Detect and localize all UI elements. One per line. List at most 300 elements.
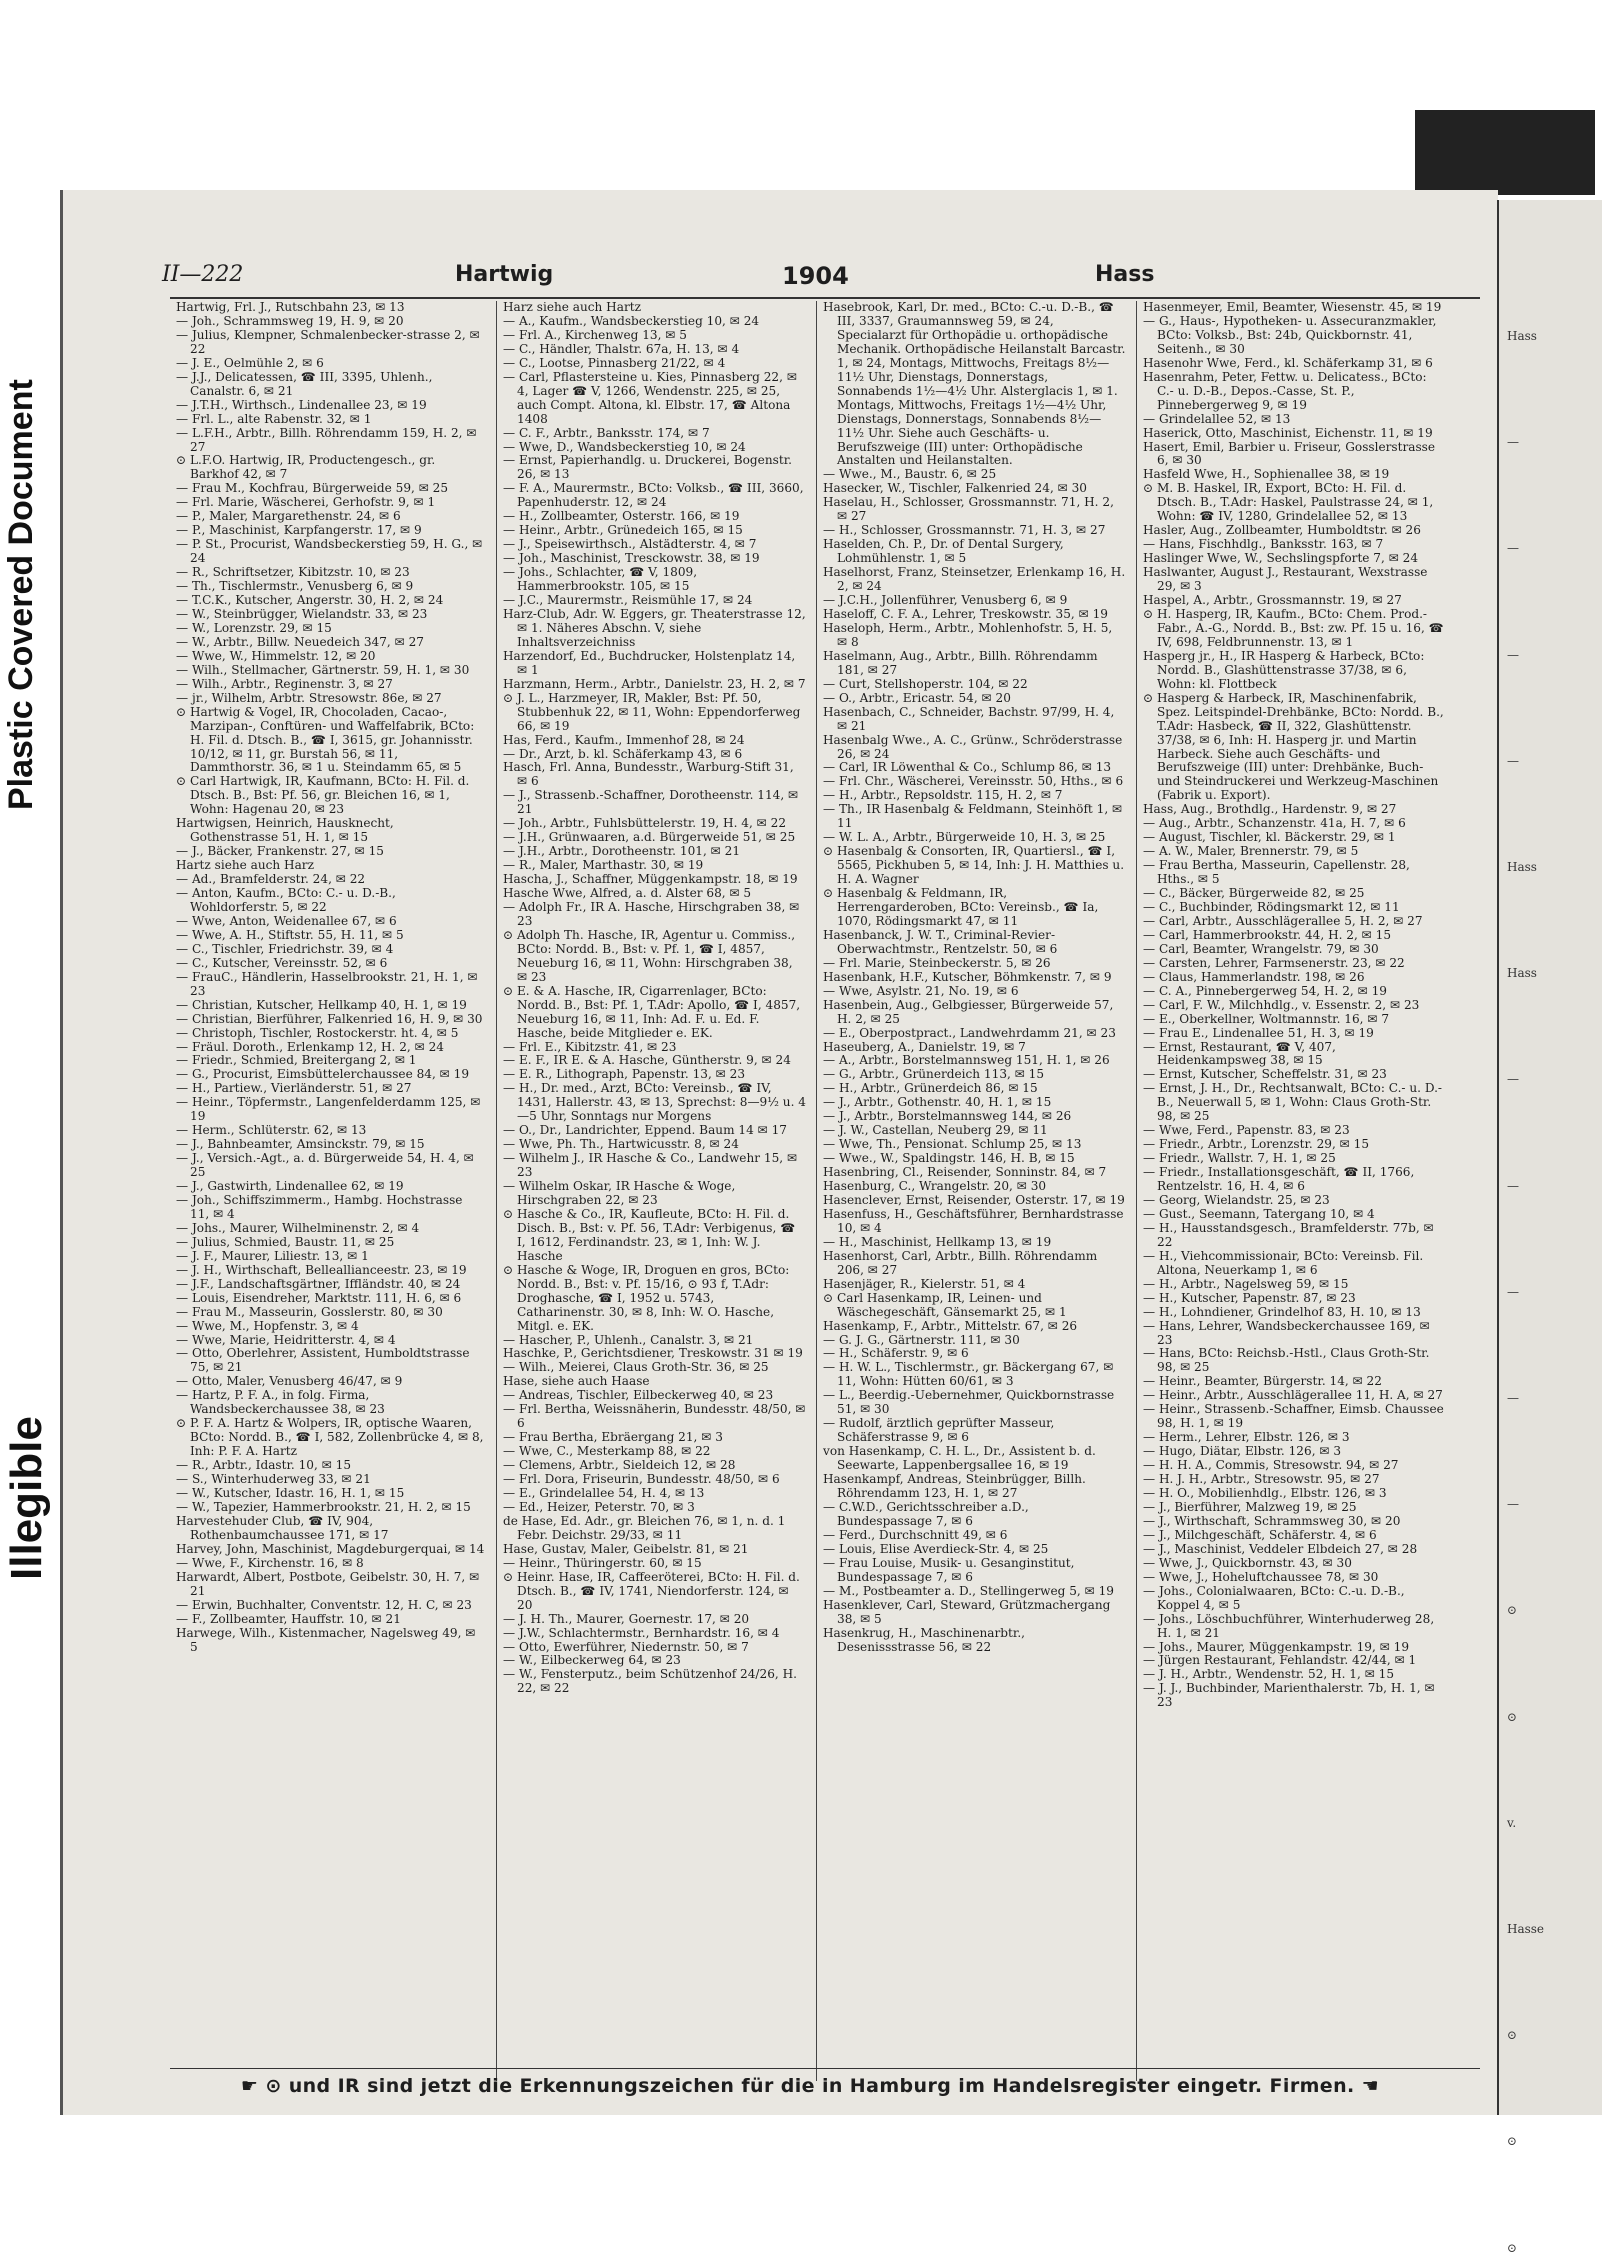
directory-entry: Hascha, J., Schaffner, Müggenkampstr. 18, ✉ 19 xyxy=(503,872,798,887)
strip-fragment: v. xyxy=(1507,1815,1517,1830)
right-catchword: Hass xyxy=(1095,262,1155,287)
directory-entry: — Frau M., Kochfrau, Bürgerweide 59, ✉ 25 xyxy=(176,481,449,496)
directory-entry: — Anton, Kaufm., BCto: C.- u. D.-B., Wohldorferstr. 5, ✉ 22 xyxy=(176,886,396,914)
directory-entry: — Christoph, Tischler, Rostockerstr. ht. 4, ✉ 5 xyxy=(176,1025,459,1040)
directory-entry: — F., Zollbeamter, Hauffstr. 10, ✉ 21 xyxy=(176,1611,401,1626)
directory-entry: Haserick, Otto, Maschinist, Eichenstr. 11, ✉ 19 xyxy=(1143,425,1433,440)
directory-entry: — Louis, Eisendreher, Marktstr. 111, H. 6, ✉ 6 xyxy=(176,1290,462,1305)
strip-fragment: — xyxy=(1507,1178,1519,1193)
directory-entry: — Frau Bertha, Ebräergang 21, ✉ 3 xyxy=(503,1430,723,1445)
directory-entry: — W., Arbtr., Billw. Neuedeich 347, ✉ 27 xyxy=(176,634,424,649)
directory-entry: ⊙ Hartwig & Vogel, IR, Chocoladen, Cacao-, Marzipan-, Conftüren- und Waffelfabrik, BCto: H. Fil. d. Dtsch. B., ☎ I, 3615, gr. Johannisstr. 10/12, ✉ 11, gr. Burstah 56, ✉ 11, Dammthorstr. 36, ✉ 1 u. Steindamm 65, ✉ 5 xyxy=(176,704,475,775)
directory-entry: — Herm., Schlüterstr. 62, ✉ 13 xyxy=(176,1123,367,1138)
directory-entry: — Christian, Kutscher, Hellkamp 40, H. 1, ✉ 19 xyxy=(176,997,467,1012)
directory-entry: — Ferd., Durchschnitt 49, ✉ 6 xyxy=(823,1527,1008,1542)
directory-entry: Hasenohr Wwe, Ferd., kl. Schäferkamp 31, ✉ 6 xyxy=(1143,355,1433,370)
directory-entry: — W., Fensterputz., beim Schützenhof 24/26, H. 22, ✉ 22 xyxy=(503,1667,797,1696)
directory-entry: — Heinr., Arbtr., Ausschlägerallee 11, H. A, ✉ 27 xyxy=(1143,1388,1443,1403)
directory-entry: — G. J. G., Gärtnerstr. 111, ✉ 30 xyxy=(823,1332,1020,1347)
directory-entry: — Wwe, J., Hoheluftchaussee 78, ✉ 30 xyxy=(1143,1569,1379,1584)
directory-entry: — Herm., Lehrer, Elbstr. 126, ✉ 3 xyxy=(1143,1430,1350,1445)
directory-entry: Hasenkampf, Andreas, Steinbrügger, Billh. Röhrendamm 123, H. 1, ✉ 27 xyxy=(823,1472,1086,1501)
directory-entry: Hasenbein, Aug., Gelbgiesser, Bürgerweide 57, H. 2, ✉ 25 xyxy=(823,997,1114,1026)
directory-entry: ⊙ Heinr. Hase, IR, Caffeeröterei, BCto: H. Fil. d. Dtsch. B., ☎ IV, 1741, Niendorferstr. 124, ✉ 20 xyxy=(503,1569,800,1612)
directory-entry: — Jürgen Restaurant, Fehlandstr. 42/44, ✉ 1 xyxy=(1143,1653,1417,1668)
directory-entry: Hasperg jr., H., IR Hasperg & Harbeck, BCto: Nordd. B., Glashüttenstrasse 37/38, ✉ 6, Wohn: kl. Flottbeck xyxy=(1143,648,1425,691)
directory-entry: — R., Schriftsetzer, Kibitzstr. 10, ✉ 23 xyxy=(176,565,410,580)
directory-entry: — Christian, Bierführer, Falkenried 16, H. 9, ✉ 30 xyxy=(176,1011,483,1026)
directory-entry: Hartz siehe auch Harz xyxy=(176,858,314,873)
directory-entry: Hasenklever, Carl, Steward, Grützmachergang 38, ✉ 5 xyxy=(823,1597,1111,1626)
directory-entry: Harvey, John, Maschinist, Magdeburgerquai, ✉ 14 xyxy=(176,1541,485,1556)
directory-entry: Haspel, A., Arbtr., Grossmannstr. 19, ✉ 27 xyxy=(1143,593,1402,608)
directory-entry: — R., Arbtr., Idastr. 10, ✉ 15 xyxy=(176,1458,352,1473)
directory-entry: — Th., IR Hasenbalg & Feldmann, Steinhöft 1, ✉ 11 xyxy=(823,802,1123,831)
directory-entry: Hasch, Frl. Anna, Bundesstr., Warburg-Stift 31, ✉ 6 xyxy=(503,760,794,789)
strip-fragment: Hass xyxy=(1507,860,1537,875)
directory-entry: — Frl. Marie, Wäscherei, Gerhofstr. 9, ✉ 1 xyxy=(176,495,436,510)
directory-entry: — Wwe, J., Quickbornstr. 43, ✉ 30 xyxy=(1143,1555,1352,1570)
directory-entry: — Wwe, M., Hopfenstr. 3, ✉ 4 xyxy=(176,1318,359,1333)
directory-entry: — Ernst, Papierhandlg. u. Druckerei, Bogenstr. 26, ✉ 13 xyxy=(503,453,792,482)
strip-fragment: Hasse xyxy=(1507,1922,1545,1937)
directory-entry: — Carl, Arbtr., Ausschlägerallee 5, H. 2, ✉ 27 xyxy=(1143,913,1423,928)
year: 1904 xyxy=(782,262,849,290)
directory-entry: — Otto, Maler, Venusberg 46/47, ✉ 9 xyxy=(176,1374,403,1389)
directory-entry: Harzendorf, Ed., Buchdrucker, Holstenplatz 14, ✉ 1 xyxy=(503,648,796,677)
directory-entry: — Ernst, Kutscher, Scheffelstr. 31, ✉ 23 xyxy=(1143,1067,1387,1082)
directory-entry: Hartwigsen, Heinrich, Hausknecht, Gothenstrasse 51, H. 1, ✉ 15 xyxy=(176,816,394,845)
directory-entry: — H., Dr. med., Arzt, BCto: Vereinsb., ☎ IV, 1431, Hallerstr. 43, ✉ 13, Sprechst: 8—9½ u. 4—5 Uhr, Sonntags nur Morgens xyxy=(503,1081,806,1124)
directory-entry: — Frau M., Masseurin, Gosslerstr. 80, ✉ 30 xyxy=(176,1304,443,1319)
directory-entry: — Hartz, P. F. A., in folg. Firma, Wandsbeckerchaussee 38, ✉ 23 xyxy=(176,1388,385,1417)
directory-entry: — A., Arbtr., Borstelmannsweg 151, H. 1, ✉ 26 xyxy=(823,1053,1110,1068)
directory-entry: Hasebrook, Karl, Dr. med., BCto: C.-u. D.-B., ☎ III, 3337, Graumannsweg 59, ✉ 24, Specialarzt für Orthopädie u. orthopädische Mechanik. Orthopädische Heilanstalt Barcastr. 1, ✉ 24, Montags, Mittwochs, Freitags 8½—11½ Uhr, Dienstags, Donnerstags, Sonnabends 1½—4½ Uhr. Alsterglacis 1, ✉ 1. Montags, Mittwochs, Freitags 1½—4½ Uhr, Dienstags, Donnerstags, Sonnabends 8½—11½ Uhr. Siehe auch Geschäfts- u. Berufszweige (III) unter: Orthopädische Anstalten und Heilanstalten. xyxy=(823,300,1126,468)
directory-entry: — H., Lohndiener, Grindelhof 83, H. 10, ✉ 13 xyxy=(1143,1304,1421,1319)
directory-entry: Hasenkamp, F., Arbtr., Mittelstr. 67, ✉ 26 xyxy=(823,1318,1078,1333)
directory-entry: ⊙ Hasenbalg & Consorten, IR, Quartiersl., ☎ I, 5565, Pickhuben 5, ✉ 14, Inh: J. H. Matthies u. H. A. Wagner xyxy=(823,844,1125,887)
directory-entry: — Frl. L., alte Rabenstr. 32, ✉ 1 xyxy=(176,411,372,426)
directory-entry: — C., Bäcker, Bürgerweide 82, ✉ 25 xyxy=(1143,886,1365,901)
directory-entry: — Johs., Maurer, Wilhelminenstr. 2, ✉ 4 xyxy=(176,1220,420,1235)
directory-entry: — Carl, Pflastersteine u. Kies, Pinnasberg 22, ✉ 4, Lager ☎ V, 1266, Wendenstr. 225, ✉ 25, auch Compt. Altona, kl. Elbstr. 17, ☎ Altona 1408 xyxy=(503,369,797,426)
directory-entry: — J., Bierführer, Malzweg 19, ✉ 25 xyxy=(1143,1499,1357,1514)
directory-entry: — C. F., Arbtr., Banksstr. 174, ✉ 7 xyxy=(503,425,710,440)
directory-entry: — A. W., Maler, Brennerstr. 79, ✉ 5 xyxy=(1143,844,1359,859)
directory-entry: — H., Arbtr., Nagelsweg 59, ✉ 15 xyxy=(1143,1276,1349,1291)
strip-fragment: — xyxy=(1507,1391,1519,1406)
directory-entry: — Johs., Colonialwaaren, BCto: C.-u. D.-B., Koppel 4, ✉ 5 xyxy=(1143,1583,1405,1612)
directory-entry: — Frau E., Lindenallee 51, H. 3, ✉ 19 xyxy=(1143,1025,1374,1040)
directory-entry: — W., Lorenzstr. 29, ✉ 15 xyxy=(176,620,332,635)
directory-entry: — M., Postbeamter a. D., Stellingerweg 5, ✉ 19 xyxy=(823,1583,1114,1598)
directory-entry: — Frl. Bertha, Weissnäherin, Bundesstr. 48/50, ✉ 6 xyxy=(503,1402,806,1431)
directory-entry: — J., Strassenb.-Schaffner, Dorotheenstr. 114, ✉ 21 xyxy=(503,788,799,817)
directory-entry: — J., Gastwirth, Lindenallee 62, ✉ 19 xyxy=(176,1179,404,1194)
directory-entry: — Gust., Seemann, Tatergang 10, ✉ 4 xyxy=(1143,1206,1375,1221)
directory-entry: — Hans, BCto: Reichsb.-Hstl., Claus Groth-Str. 98, ✉ 25 xyxy=(1143,1346,1430,1375)
directory-entry: Harwege, Wilh., Kistenmacher, Nagelsweg 49, ✉ 5 xyxy=(176,1625,476,1654)
directory-entry: — J., Bahnbeamter, Amsinckstr. 79, ✉ 15 xyxy=(176,1137,425,1152)
directory-entry: — Georg, Wielandstr. 25, ✉ 23 xyxy=(1143,1193,1330,1207)
directory-entry: — Frl. Marie, Steinbeckerstr. 5, ✉ 26 xyxy=(823,955,1051,970)
directory-entry: — H., Viehcommissionair, BCto: Vereinsb. Fil. Altona, Neuerkamp 1, ✉ 6 xyxy=(1143,1248,1424,1277)
directory-entry: — H., Schäferstr. 9, ✉ 6 xyxy=(823,1346,969,1361)
strip-fragment: — xyxy=(1507,1497,1519,1512)
directory-entry: — Hans, Lehrer, Wandsbeckerchaussee 169, ✉ 23 xyxy=(1143,1318,1430,1347)
directory-entry: — C., Kutscher, Vereinsstr. 52, ✉ 6 xyxy=(176,955,388,970)
directory-entry: Has, Ferd., Kaufm., Immenhof 28, ✉ 24 xyxy=(503,732,745,747)
directory-entry: — W., Steinbrügger, Wielandstr. 33, ✉ 23 xyxy=(176,606,428,621)
directory-entry: — Otto, Ewerführer, Niedernstr. 50, ✉ 7 xyxy=(503,1639,749,1654)
directory-entry: — C. A., Pinnebergerweg 54, H. 2, ✉ 19 xyxy=(1143,983,1387,998)
directory-entry: Haselhorst, Franz, Steinsetzer, Erlenkamp 16, H. 2, ✉ 24 xyxy=(823,565,1126,594)
directory-entry: — Wwe, A. H., Stiftstr. 55, H. 11, ✉ 5 xyxy=(176,927,404,942)
directory-entry: — Ernst, Restaurant, ☎ V, 407, Heidenkampsweg 38, ✉ 15 xyxy=(1143,1039,1336,1068)
directory-entry: — Fräul. Doroth., Erlenkamp 12, H. 2, ✉ 24 xyxy=(176,1039,444,1054)
directory-entry: — J. H., Wirthschaft, Belleallianceestr. 23, ✉ 19 xyxy=(176,1262,467,1277)
directory-entry: Hasenbalg Wwe., A. C., Grünw., Schröderstrasse 26, ✉ 24 xyxy=(823,732,1123,761)
directory-entry: — H., Schlosser, Grossmannstr. 71, H. 3, ✉ 27 xyxy=(823,523,1106,538)
directory-entry: — Grindelallee 52, ✉ 13 xyxy=(1143,411,1291,426)
directory-entry: Hase, siehe auch Haase xyxy=(503,1374,650,1389)
directory-entry: Haslwanter, August J., Restaurant, Wexstrasse 29, ✉ 3 xyxy=(1143,565,1428,594)
directory-entry: Hasenkrug, H., Maschinenarbtr., Desenissstrasse 56, ✉ 22 xyxy=(823,1625,1026,1654)
directory-entry: ⊙ E. & A. Hasche, IR, Cigarrenlager, BCto: Nordd. B., Bst: Pf. 1, T.Adr: Apollo, ☎ I, 4857, Neueburg 16, ✉ 11, Inh: Ad. F. u. Ed. F. Hasche, beide Mitglieder e. EK. xyxy=(503,983,801,1040)
directory-entry: — Andreas, Tischler, Eilbeckerweg 40, ✉ 23 xyxy=(503,1388,774,1403)
directory-entry: — J.H., Grünwaaren, a.d. Bürgerweide 51, ✉ 25 xyxy=(503,830,796,845)
directory-entry: — H., Zollbeamter, Osterstr. 166, ✉ 19 xyxy=(503,509,740,524)
directory-entry: — J., Arbtr., Gothenstr. 40, H. 1, ✉ 15 xyxy=(823,1095,1052,1110)
strip-fragment: ⊙ xyxy=(1507,2134,1518,2149)
directory-entry: — J. E., Oelmühle 2, ✉ 6 xyxy=(176,355,324,370)
directory-entry: Harzmann, Herm., Arbtr., Danielstr. 23, H. 2, ✉ 7 xyxy=(503,676,806,691)
strip-fragment: ⊙ xyxy=(1507,1603,1518,1618)
directory-entry: Hasenhorst, Carl, Arbtr., Billh. Röhrendamm 206, ✉ 27 xyxy=(823,1248,1098,1277)
column-4 xyxy=(1136,301,1446,2081)
directory-entry: — J., Milchgeschäft, Schäferstr. 4, ✉ 6 xyxy=(1143,1527,1377,1542)
directory-entry: Hasenbanck, J. W. T., Criminal-Revier-Oberwachtmstr., Rentzelstr. 50, ✉ 6 xyxy=(823,927,1058,956)
directory-entry: — Ad., Bramfelderstr. 24, ✉ 22 xyxy=(176,872,366,887)
directory-entry: — H. O., Mobilienhdlg., Elbstr. 126, ✉ 3 xyxy=(1143,1486,1387,1501)
directory-entry: — Carl, Hammerbrookstr. 44, H. 2, ✉ 15 xyxy=(1143,927,1392,942)
directory-entry: ⊙ Carl Hasenkamp, IR, Leinen- und Wäschegeschäft, Gänsemarkt 25, ✉ 1 xyxy=(823,1290,1067,1319)
directory-entry: — L., Beerdig.-Uebernehmer, Quickbornstrasse 51, ✉ 30 xyxy=(823,1388,1115,1417)
directory-entry: Harz siehe auch Hartz xyxy=(503,300,641,314)
directory-entry: — Louis, Elise Averdieck-Str. 4, ✉ 25 xyxy=(823,1541,1049,1556)
directory-entry: — Hans, Fischhdlg., Banksstr. 163, ✉ 7 xyxy=(1143,537,1384,552)
directory-entry: Hasche Wwe, Alfred, a. d. Alster 68, ✉ 5 xyxy=(503,886,752,901)
directory-entry: — H., Kutscher, Papenstr. 87, ✉ 23 xyxy=(1143,1290,1356,1305)
top-dark-bar xyxy=(1415,110,1595,195)
directory-entry: — S., Winterhuderweg 33, ✉ 21 xyxy=(176,1472,371,1487)
directory-entry: Hasenbank, H.F., Kutscher, Böhmkenstr. 7, ✉ 9 xyxy=(823,969,1112,984)
directory-entry: — Hascher, P., Uhlenh., Canalstr. 3, ✉ 21 xyxy=(503,1332,754,1347)
strip-fragment: ⊙ xyxy=(1507,2240,1518,2255)
directory-entry: — Wwe, F., Kirchenstr. 16, ✉ 8 xyxy=(176,1555,364,1570)
strip-fragment: ⊙ xyxy=(1507,1709,1518,1724)
directory-entry: Hasecker, W., Tischler, Falkenried 24, ✉ 30 xyxy=(823,481,1087,496)
directory-entry: — H., Maschinist, Hellkamp 13, ✉ 19 xyxy=(823,1234,1052,1249)
directory-entry: — J. J., Buchbinder, Marienthalerstr. 7b, H. 1, ✉ 23 xyxy=(1143,1681,1435,1710)
directory-entry: — Erwin, Buchhalter, Conventstr. 12, H. C, ✉ 23 xyxy=(176,1597,472,1612)
directory-entry: — H. H. A., Commis, Stresowstr. 94, ✉ 27 xyxy=(1143,1458,1399,1473)
directory-entry: — Johs., Schlachter, ☎ V, 1809, Hammerbrookstr. 105, ✉ 15 xyxy=(503,565,698,594)
directory-entry: Haschke, P., Gerichtsdiener, Treskowstr. 31 ✉ 19 xyxy=(503,1346,803,1361)
directory-entry: — August, Tischler, kl. Bäckerstr. 29, ✉ 1 xyxy=(1143,830,1396,845)
directory-entry: Hasenburg, C., Wrangelstr. 20, ✉ 30 xyxy=(823,1179,1047,1194)
directory-entry: — Julius, Klempner, Schmalenbecker-strasse 2, ✉ 22 xyxy=(176,327,480,356)
directory-entry: — Wilh., Arbtr., Reginenstr. 3, ✉ 27 xyxy=(176,676,393,691)
side-label-illegible: Illegible xyxy=(2,1416,51,1580)
directory-entry: — Wilh., Meierei, Claus Groth-Str. 36, ✉ 25 xyxy=(503,1360,769,1375)
directory-entry: — Clemens, Arbtr., Sieldeich 12, ✉ 28 xyxy=(503,1458,736,1473)
strip-fragment: — xyxy=(1507,541,1519,556)
directory-entry: Hartwig, Frl. J., Rutschbahn 23, ✉ 13 xyxy=(176,300,405,314)
directory-entry: — Julius, Schmied, Baustr. 11, ✉ 25 xyxy=(176,1234,395,1249)
directory-entry: — Dr., Arzt, b. kl. Schäferkamp 43, ✉ 6 xyxy=(503,746,743,761)
directory-entry: — Th., Tischlermstr., Venusberg 6, ✉ 9 xyxy=(176,579,414,594)
directory-entry: ⊙ Hasche & Woge, IR, Droguen en gros, BCto: Nordd. B., Bst: v. Pf. 15/16, ⊙ 93 f, T.Adr: Droghasche, ☎ I, 1952 u. 5743, Catharinenstr. 30, ✉ 8, Inh: W. O. Hasche, Mitgl. e. EK. xyxy=(503,1262,790,1333)
directory-entry: — J.T.H., Wirthsch., Lindenallee 23, ✉ 19 xyxy=(176,397,427,412)
directory-entry: — Wwe, D., Wandsbeckerstieg 10, ✉ 24 xyxy=(503,439,746,454)
directory-entry: — Joh., Schrammsweg 19, H. 9, ✉ 20 xyxy=(176,313,404,328)
directory-entry: Hasenrahm, Peter, Fettw. u. Delicatess., BCto: C.- u. D.-B., Depos.-Casse, St. P., Pinnebergerweg 9, ✉ 19 xyxy=(1143,369,1427,412)
strip-fragment: Hass xyxy=(1507,966,1537,981)
directory-entry: — L.F.H., Arbtr., Billh. Röhrendamm 159, H. 2, ✉ 27 xyxy=(176,425,477,454)
directory-entry: — H., Hausstandsgesch., Bramfelderstr. 77b, ✉ 22 xyxy=(1143,1220,1434,1249)
directory-entry: — Aug., Arbtr., Schanzenstr. 41a, H. 7, ✉ 6 xyxy=(1143,816,1406,831)
directory-entry: — Wwe, Th., Pensionat. Schlump 25, ✉ 13 xyxy=(823,1137,1082,1152)
directory-entry: — J., Versich.-Agt., a. d. Bürgerweide 54, H. 4, ✉ 25 xyxy=(176,1151,474,1180)
directory-entry: — J.C.H., Jollenführer, Venusberg 6, ✉ 9 xyxy=(823,593,1068,608)
directory-entry: — Wwe, Ph. Th., Hartwicusstr. 8, ✉ 24 xyxy=(503,1137,739,1152)
directory-entry: — Carl, F. W., Milchhdlg., v. Essenstr. 2, ✉ 23 xyxy=(1143,997,1420,1012)
directory-entry: Haseloph, Herm., Arbtr., Mohlenhofstr. 5, H. 5, ✉ 8 xyxy=(823,620,1113,649)
directory-columns xyxy=(176,301,1476,2081)
directory-entry: — Carl, IR Löwenthal & Co., Schlump 86, ✉ 13 xyxy=(823,760,1112,775)
directory-entry: — W., Kutscher, Idastr. 16, H. 1, ✉ 15 xyxy=(176,1486,405,1501)
directory-entry: ⊙ Adolph Th. Hasche, IR, Agentur u. Commiss., BCto: Nordd. B., Bst: v. Pf. 1, ☎ I, 4857, Neueburg 16, ✉ 11, Wohn: Hirschgraben 38, ✉ 23 xyxy=(503,927,796,984)
strip-fragment: Hass xyxy=(1507,329,1537,343)
directory-entry: — J. H., Arbtr., Wendenstr. 52, H. 1, ✉ 15 xyxy=(1143,1667,1395,1682)
directory-entry: — E. F., IR E. & A. Hasche, Güntherstr. 9, ✉ 24 xyxy=(503,1053,791,1068)
directory-entry: ⊙ L.F.O. Hartwig, IR, Productengesch., gr. Barkhof 42, ✉ 7 xyxy=(176,453,436,482)
directory-entry: — Wwe, W., Himmelstr. 12, ✉ 20 xyxy=(176,648,376,663)
directory-entry: — J., Arbtr., Borstelmannsweg 144, ✉ 26 xyxy=(823,1109,1072,1124)
header-rule xyxy=(170,297,1480,299)
directory-entry: — Carsten, Lehrer, Farmsenerstr. 23, ✉ 22 xyxy=(1143,955,1405,970)
directory-entry: — Heinr., Töpfermstr., Langenfelderdamm 125, ✉ 19 xyxy=(176,1095,481,1124)
strip-fragment: — xyxy=(1507,1284,1519,1299)
directory-entry: — H. W. L., Tischlermstr., gr. Bäckergang 67, ✉ 11, Wohn: Hütten 60/61, ✉ 3 xyxy=(823,1360,1114,1389)
strip-fragment: — xyxy=(1507,435,1519,450)
directory-entry: Haselden, Ch. P., Dr. of Dental Surgery, Lohmühlenstr. 1, ✉ 5 xyxy=(823,537,1064,566)
directory-entry: — W. L. A., Arbtr., Bürgerweide 10, H. 3, ✉ 25 xyxy=(823,830,1106,845)
directory-entry: — Ernst, J. H., Dr., Rechtsanwalt, BCto: C.- u. D.-B., Neuerwall 5, ✉ 1, Wohn: Claus Groth-Str. 98, ✉ 25 xyxy=(1143,1081,1443,1124)
directory-entry: — Otto, Oberlehrer, Assistent, Humboldtstrasse 75, ✉ 21 xyxy=(176,1346,470,1375)
directory-entry: Haseuberg, A., Danielstr. 19, ✉ 7 xyxy=(823,1039,1026,1054)
footer-rule xyxy=(170,2068,1480,2069)
directory-entry: — Friedr., Wallstr. 7, H. 1, ✉ 25 xyxy=(1143,1151,1336,1166)
directory-entry: — Wilh., Stellmacher, Gärtnerstr. 59, H. 1, ✉ 30 xyxy=(176,662,470,677)
directory-entry: — P. St., Procurist, Wandsbeckerstieg 59, H. G., ✉ 24 xyxy=(176,537,483,566)
directory-entry: — C., Lootse, Pinnasberg 21/22, ✉ 4 xyxy=(503,355,726,370)
directory-entry: — H., Arbtr., Grünerdeich 86, ✉ 15 xyxy=(823,1081,1038,1096)
directory-entry: — H. J. H., Arbtr., Stresowstr. 95, ✉ 27 xyxy=(1143,1472,1380,1487)
directory-entry: — J., Bäcker, Frankenstr. 27, ✉ 15 xyxy=(176,844,384,859)
directory-entry: — W., Tapezier, Hammerbrookstr. 21, H. 2, ✉ 15 xyxy=(176,1499,471,1514)
directory-entry: Hasler, Aug., Zollbeamter, Humboldtstr. ✉ 26 xyxy=(1143,523,1421,538)
directory-entry: — C., Händler, Thalstr. 67a, H. 13, ✉ 4 xyxy=(503,341,740,356)
directory-entry: — Wwe, Ferd., Papenstr. 83, ✉ 23 xyxy=(1143,1123,1350,1138)
directory-entry: — G., Procurist, Eimsbüttelerchaussee 84, ✉ 19 xyxy=(176,1067,470,1082)
directory-entry: — Ed., Heizer, Peterstr. 70, ✉ 3 xyxy=(503,1499,695,1514)
directory-entry: Hasfeld Wwe, H., Sophienallee 38, ✉ 19 xyxy=(1143,467,1390,482)
directory-entry: — Wilhelm J., IR Hasche & Co., Landwehr 15, ✉ 23 xyxy=(503,1151,798,1180)
directory-entry: — Joh., Schiffszimmerm., Hambg. Hochstrasse 11, ✉ 4 xyxy=(176,1193,463,1221)
directory-entry: Hasenjäger, R., Kielerstr. 51, ✉ 4 xyxy=(823,1276,1026,1291)
footer-note: ☛ ⊙ und IR sind jetzt die Erkennungszeichen für die in Hamburg im Handelsregister eingetr. Firmen. ☚ xyxy=(240,2075,1380,2097)
directory-entry: — Friedr., Installationsgeschäft, ☎ II, 1766, Rentzelstr. 16, H. 4, ✉ 6 xyxy=(1143,1165,1415,1194)
directory-entry: Harwardt, Albert, Postbote, Geibelstr. 30, H. 7, ✉ 21 xyxy=(176,1569,480,1598)
directory-entry: — Heinr., Thüringerstr. 60, ✉ 15 xyxy=(503,1555,702,1570)
directory-entry: Hasert, Emil, Barbier u. Friseur, Gosslerstrasse 6, ✉ 30 xyxy=(1143,439,1436,468)
right-page-strip xyxy=(1497,200,1602,2255)
directory-entry: — Johs., Löschbuchführer, Winterhuderweg 28, H. 1, ✉ 21 xyxy=(1143,1611,1435,1640)
directory-entry: — Frl. Dora, Friseurin, Bundesstr. 48/50, ✉ 6 xyxy=(503,1472,780,1487)
directory-entry: — J.J., Delicatessen, ☎ III, 3395, Uhlenh., Canalstr. 6, ✉ 21 xyxy=(176,369,433,398)
page-number: II—222 xyxy=(162,262,244,287)
left-catchword: Hartwig xyxy=(455,262,554,287)
column-2 xyxy=(496,301,806,2081)
directory-entry: — O., Arbtr., Ericastr. 54, ✉ 20 xyxy=(823,690,1011,705)
directory-entry: — G., Haus-, Hypotheken- u. Assecuranzmakler, BCto: Volksb., Bst: 24b, Quickbornstr. 41, Seitenh., ✉ 30 xyxy=(1143,313,1437,356)
directory-entry: — P., Maler, Margarethenstr. 24, ✉ 6 xyxy=(176,509,401,524)
directory-entry: Haselau, H., Schlosser, Grossmannstr. 71, H. 2, ✉ 27 xyxy=(823,495,1114,524)
directory-entry: — Friedr., Schmied, Breitergang 2, ✉ 1 xyxy=(176,1053,417,1068)
directory-entry: — Wwe, Anton, Weidenallee 67, ✉ 6 xyxy=(176,913,397,928)
directory-entry: ⊙ Hasche & Co., IR, Kaufleute, BCto: H. Fil. d. Disch. B., Bst: v. Pf. 56, T.Adr: Verbigenus, ☎ I, 1612, Ferdinandstr. 23, ✉ 1, Inh: W. J. Hasche xyxy=(503,1206,796,1263)
directory-entry: — E., Oberkellner, Woltmannstr. 16, ✉ 7 xyxy=(1143,1011,1390,1026)
directory-entry: — jr., Wilhelm, Arbtr. Stresowstr. 86e, ✉ 27 xyxy=(176,690,442,705)
directory-entry: Haseloff, C. F. A., Lehrer, Treskowstr. 35, ✉ 19 xyxy=(823,606,1108,621)
directory-entry: — Heinr., Beamter, Bürgerstr. 14, ✉ 22 xyxy=(1143,1374,1382,1389)
directory-entry: Haselmann, Aug., Arbtr., Billh. Röhrendamm 181, ✉ 27 xyxy=(823,648,1098,677)
directory-entry: — P., Maschinist, Karpfangerstr. 17, ✉ 9 xyxy=(176,523,422,538)
directory-entry: — C.W.D., Gerichtsschreiber a.D., Bundespassage 7, ✉ 6 xyxy=(823,1499,1029,1528)
directory-entry: — H., Partiew., Vierländerstr. 51, ✉ 27 xyxy=(176,1081,412,1096)
directory-entry: — J.C., Maurermstr., Reismühle 17, ✉ 24 xyxy=(503,593,753,608)
directory-entry: — Frl. E., Kibitzstr. 41, ✉ 23 xyxy=(503,1039,677,1054)
directory-entry: — J.F., Landschaftsgärtner, Iffländstr. 40, ✉ 24 xyxy=(176,1276,461,1291)
directory-entry: ⊙ Hasenbalg & Feldmann, IR, Herrengarderoben, BCto: Vereinsb., ☎ Ia, 1070, Rödingsmarkt 47, ✉ 11 xyxy=(823,886,1099,928)
directory-entry: — J., Wirthschaft, Schrammsweg 30, ✉ 20 xyxy=(1143,1513,1401,1528)
strip-fragment: — xyxy=(1507,647,1519,662)
directory-entry: — Wwe, Asylstr. 21, No. 19, ✉ 6 xyxy=(823,983,1019,998)
directory-entry: — C., Tischler, Friedrichstr. 39, ✉ 4 xyxy=(176,941,394,956)
directory-entry: — Frl. Chr., Wäscherei, Vereinsstr. 50, Hths., ✉ 6 xyxy=(823,774,1124,789)
directory-entry: — J. H. Th., Maurer, Goernestr. 17, ✉ 20 xyxy=(503,1611,750,1626)
directory-entry: — W., Eilbeckerweg 64, ✉ 23 xyxy=(503,1653,681,1668)
directory-entry: Hass, Aug., Brothdlg., Hardenstr. 9, ✉ 27 xyxy=(1143,802,1397,817)
directory-entry: Hasenfuss, H., Geschäftsführer, Bernhardstrasse 10, ✉ 4 xyxy=(823,1206,1124,1235)
column-3 xyxy=(816,301,1126,2081)
directory-entry: — G., Arbtr., Grünerdeich 113, ✉ 15 xyxy=(823,1067,1045,1082)
directory-entry: — J. F., Maurer, Liliestr. 13, ✉ 1 xyxy=(176,1248,369,1263)
directory-entry: — E. R., Lithograph, Papenstr. 13, ✉ 23 xyxy=(503,1067,746,1082)
directory-entry: — Johs., Maurer, Müggenkampstr. 19, ✉ 19 xyxy=(1143,1639,1410,1654)
directory-entry: Haslinger Wwe, W., Sechslingspforte 7, ✉ 24 xyxy=(1143,551,1419,566)
directory-entry: — FrauC., Händlerin, Hasselbrookstr. 21, H. 1, ✉ 23 xyxy=(176,969,478,998)
directory-entry: — R., Maler, Marthastr. 30, ✉ 19 xyxy=(503,858,704,873)
directory-entry: — Curt, Stellshoperstr. 104, ✉ 22 xyxy=(823,676,1028,691)
directory-entry: — Hugo, Diätar, Elbstr. 126, ✉ 3 xyxy=(1143,1444,1342,1459)
directory-entry: — A., Kaufm., Wandsbeckerstieg 10, ✉ 24 xyxy=(503,313,760,328)
strip-fragment: — xyxy=(1507,753,1519,768)
directory-entry: Hasenbach, C., Schneider, Bachstr. 97/99, H. 4, ✉ 21 xyxy=(823,704,1115,733)
directory-entry: Harz-Club, Adr. W. Eggers, gr. Theaterstrasse 12, ✉ 1. Näheres Abschn. V, siehe Inhaltsverzeichniss xyxy=(503,606,806,649)
directory-entry: ⊙ Carl Hartwigk, IR, Kaufmann, BCto: H. Fil. d. Dtsch. B., Bst: Pf. 56, gr. Bleichen 16, ✉ 1, Wohn: Hagenau 20, ✉ 23 xyxy=(176,774,470,817)
directory-entry: — Wwe., W., Spaldingstr. 146, H. B, ✉ 15 xyxy=(823,1151,1075,1166)
directory-entry: — Adolph Fr., IR A. Hasche, Hirschgraben 38, ✉ 23 xyxy=(503,899,800,928)
column-1 xyxy=(176,301,485,2081)
directory-entry: — J., Speisewirthsch., Alstädterstr. 4, ✉ 7 xyxy=(503,537,757,552)
directory-entry: — Heinr., Strassenb.-Schaffner, Eimsb. Chaussee 98, H. 1, ✉ 19 xyxy=(1143,1402,1444,1431)
directory-entry: de Hase, Ed. Adr., gr. Bleichen 76, ✉ 1, n. d. 1 Febr. Deichstr. 29/33, ✉ 11 xyxy=(503,1513,786,1542)
directory-entry: — J., Maschinist, Veddeler Elbdeich 27, ✉ 28 xyxy=(1143,1541,1418,1556)
directory-entry: ⊙ P. F. A. Hartz & Wolpers, IR, optische Waaren, BCto: Nordd. B., ☎ I, 582, Zollenbrücke 4, ✉ 8, Inh: P. F. A. Hartz xyxy=(176,1416,484,1459)
directory-entry: ⊙ Hasperg & Harbeck, IR, Maschinenfabrik, Spez. Leitspindel-Drehbänke, BCto: Nordd. B., T.Adr: Hasbeck, ☎ II, 322, Glashüttenstr. 37/38, ✉ 6, Inh: H. Hasperg jr. und Martin Harbeck. Siehe auch Geschäfts- und Berufszweige (III) unter: Drehbänke, Buch- und Steindruckerei und Werkzeug-Maschinen (Fabrik u. Export). xyxy=(1143,690,1444,803)
directory-entry: — Rudolf, ärztlich geprüfter Masseur, Schäferstrasse 9, ✉ 6 xyxy=(823,1416,1055,1445)
directory-entry: — H., Arbtr., Repsoldstr. 115, H. 2, ✉ 7 xyxy=(823,788,1063,803)
page-header xyxy=(100,262,1445,298)
directory-entry: ⊙ H. Hasperg, IR, Kaufm., BCto: Chem. Prod.-Fabr., A.-G., Nordd. B., Bst: zw. Pf. 15 u. 16, ☎ IV, 698, Feldbrunnenstr. 13, ✉ 1 xyxy=(1143,606,1444,649)
directory-entry: — E., Grindelallee 54, H. 4, ✉ 13 xyxy=(503,1486,705,1501)
directory-entry: Hasenbring, Cl., Reisender, Sonninstr. 84, ✉ 7 xyxy=(823,1165,1107,1180)
directory-entry: ⊙ M. B. Haskel, IR, Export, BCto: H. Fil. d. Dtsch. B., T.Adr: Haskel, Paulstrasse 24, ✉ 1, Wohn: ☎ IV, 1280, Grindelallee 52, ✉ 13 xyxy=(1143,481,1434,524)
directory-entry: — Frl. A., Kirchenweg 13, ✉ 5 xyxy=(503,327,687,342)
strip-fragment: — xyxy=(1507,1072,1519,1087)
directory-entry: — Claus, Hammerlandstr. 198, ✉ 26 xyxy=(1143,969,1365,984)
directory-entry: — Frau Louise, Musik- u. Gesanginstitut, Bundespassage 7, ✉ 6 xyxy=(823,1555,1075,1584)
directory-entry: — Friedr., Arbtr., Lorenzstr. 29, ✉ 15 xyxy=(1143,1137,1370,1152)
directory-entry: — O., Dr., Landrichter, Eppend. Baum 14 ✉ 17 xyxy=(503,1123,787,1138)
directory-entry: — Joh., Maschinist, Tresckowstr. 38, ✉ 19 xyxy=(503,551,760,566)
directory-entry: — Wwe, C., Mesterkamp 88, ✉ 22 xyxy=(503,1444,711,1459)
directory-entry: — Wwe., M., Baustr. 6, ✉ 25 xyxy=(823,467,997,482)
directory-entry: Hase, Gustav, Maler, Geibelstr. 81, ✉ 21 xyxy=(503,1541,749,1556)
directory-entry: — F. A., Maurermstr., BCto: Volksb., ☎ III, 3660, Papenhuderstr. 12, ✉ 24 xyxy=(503,481,804,510)
strip-fragment: ⊙ xyxy=(1507,2028,1518,2043)
directory-entry: — T.C.K., Kutscher, Angerstr. 30, H. 2, ✉ 24 xyxy=(176,593,444,608)
directory-entry: — Joh., Arbtr., Fuhlsbüttelerstr. 19, H. 4, ✉ 22 xyxy=(503,816,787,831)
directory-entry: ⊙ J. L., Harzmeyer, IR, Makler, Bst: Pf. 50, Stubbenhuk 22, ✉ 11, Wohn: Eppendorferweg 66, ✉ 19 xyxy=(503,690,801,733)
directory-entry: — Frau Bertha, Masseurin, Capellenstr. 28, Hths., ✉ 5 xyxy=(1143,858,1410,887)
directory-entry: von Hasenkamp, C. H. L., Dr., Assistent b. d. Seewarte, Lappenbergsallee 16, ✉ 19 xyxy=(823,1444,1096,1473)
directory-entry: — C., Buchbinder, Rödingsmarkt 12, ✉ 11 xyxy=(1143,899,1400,914)
directory-entry: Hasenclever, Ernst, Reisender, Osterstr. 17, ✉ 19 xyxy=(823,1193,1125,1207)
directory-entry: Hasenmeyer, Emil, Beamter, Wiesenstr. 45, ✉ 19 xyxy=(1143,300,1442,314)
directory-entry: — Wwe, Marie, Heidritterstr. 4, ✉ 4 xyxy=(176,1332,396,1347)
directory-entry: — E., Oberpostpract., Landwehrdamm 21, ✉ 23 xyxy=(823,1025,1116,1040)
directory-entry: — Wilhelm Oskar, IR Hasche & Woge, Hirschgraben 22, ✉ 23 xyxy=(503,1179,736,1207)
directory-entry: Harvestehuder Club, ☎ IV, 904, Rothenbaumchaussee 171, ✉ 17 xyxy=(176,1513,389,1542)
side-label-plastic: Plastic Covered Document xyxy=(2,379,40,810)
directory-entry: — Heinr., Arbtr., Grünedeich 165, ✉ 15 xyxy=(503,523,743,538)
directory-entry: — J.H., Arbtr., Dorotheenstr. 101, ✉ 21 xyxy=(503,844,741,859)
directory-entry: — Carl, Beamter, Wrangelstr. 79, ✉ 30 xyxy=(1143,941,1379,956)
